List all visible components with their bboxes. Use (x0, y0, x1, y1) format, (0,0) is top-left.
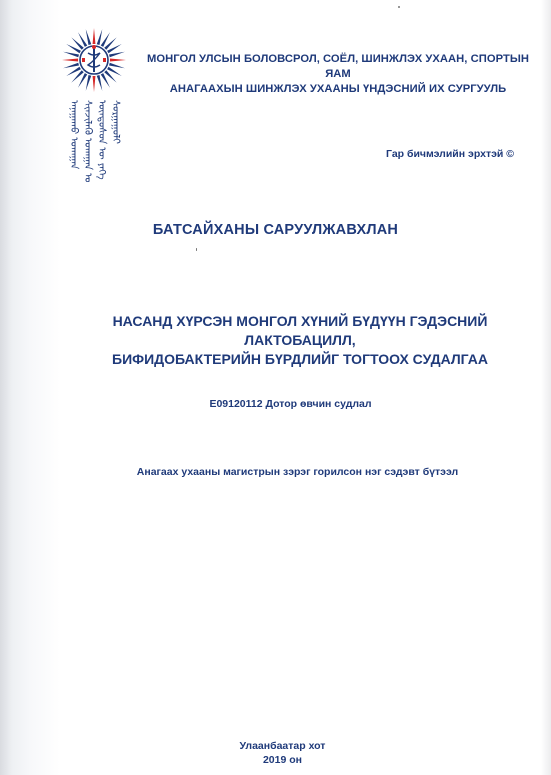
degree-statement: Анагаах ухааны магистрын зэрэг горилсон нэг сэдэвт бүтээл (136, 466, 459, 478)
copyright-notice: Гар бичмэлийн эрхтэй © (386, 148, 514, 160)
institution-header (138, 52, 538, 97)
paper-speck (398, 6, 400, 8)
university-name: АНАГААХЫН ШИНЖЛЭХ УХААНЫ ҮНДЭСНИЙ ИХ СУРГУУЛЬ (169, 83, 507, 95)
place-and-year (0, 739, 551, 767)
thesis-title (60, 312, 540, 369)
university-emblem-icon (60, 26, 128, 94)
thesis-title-line: БИФИДОБАКТЕРИЙН БҮРДЛИЙГ ТОГТООХ СУДАЛГАА (112, 351, 488, 367)
mongolian-script-column: ᠠᠨᠠᠭᠠᠬᠤ ᠤᠬᠠᠭᠠᠨ (68, 100, 79, 170)
thesis-title-line: НАСАНД ХҮРСЭН МОНГОЛ ХҮНИЙ БҮДҮҮН ГЭДЭСНИЙ ЛАКТОБАЦИЛЛ, (112, 313, 488, 348)
specialty-code: E09120112 Дотор өвчин судлал (209, 398, 372, 410)
mongolian-script-column: ᠦᠨᠳᠦᠰᠦᠨ ᠦ ᠶᠡᠬᠡ (96, 100, 107, 180)
mongolian-script-column: ᠰᠢᠨᠵᠢᠯᠡᠬᠦ ᠤᠬᠠᠭᠠᠨ ᠤ (82, 100, 93, 183)
city-name: Улаанбаатар хот (239, 740, 326, 752)
author-name: БАТСАЙХАНЫ САРУУЛЖАВХЛАН (152, 222, 399, 238)
ministry-name: МОНГОЛ УЛСЫН БОЛОВСРОЛ, СОЁЛ, ШИНЖЛЭХ УХААН, СПОРТЫН ЯАМ (147, 53, 529, 80)
mongolian-script-column: ᠰᠤᠷᠭᠠᠭᠤᠯᠢ (110, 100, 121, 144)
paper-speck (196, 248, 197, 251)
year: 2019 он (262, 754, 303, 766)
